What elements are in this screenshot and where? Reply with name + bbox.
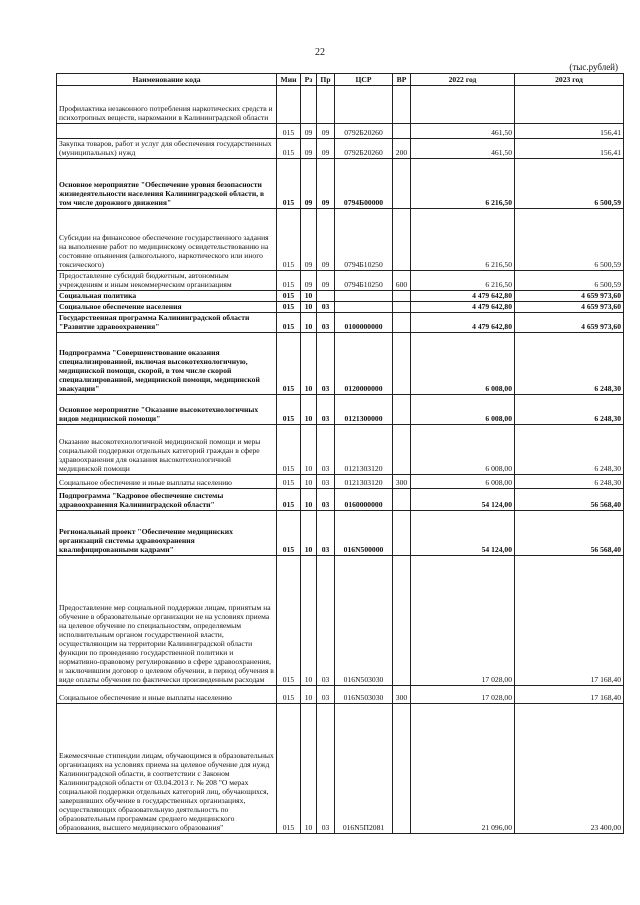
cell-min: 015 bbox=[277, 489, 301, 511]
cell-min: 015 bbox=[277, 271, 301, 291]
cell-2022: 4 479 642,80 bbox=[411, 313, 515, 333]
cell-name: Предоставление мер социальной поддержки лицам, принятым на обучение в образовательные организации не на условиях приема на целевое обучение по специальностям, определяемым исполнительным органом государственной власти, осуществляющим на территории Калининградской области функции по проведению государственной политики и нормативно-правовому регулированию в сфере здравоохранения, и заключившим договор о целевом обучении, в период обучения в виде оплаты обучения по фактически произведенным расходам bbox=[57, 556, 277, 686]
cell-2022: 6 008,00 bbox=[411, 425, 515, 475]
cell-2023: 6 500,59 bbox=[515, 159, 624, 209]
units-label: (тыс.рублей) bbox=[569, 62, 618, 72]
cell-name: Закупка товаров, работ и услуг для обеспечения государственных (муниципальных) нужд bbox=[57, 139, 277, 159]
cell-rz: 10 bbox=[301, 425, 317, 475]
cell-pr: 03 bbox=[317, 333, 335, 395]
cell-rz: 10 bbox=[301, 704, 317, 834]
cell-min: 015 bbox=[277, 313, 301, 333]
cell-2023: 17 168,40 bbox=[515, 556, 624, 686]
cell-rz: 10 bbox=[301, 333, 317, 395]
cell-rz: 10 bbox=[301, 302, 317, 313]
cell-vr bbox=[393, 395, 411, 425]
table-row bbox=[57, 139, 624, 159]
cell-name: Субсидии на финансовое обеспечение государственного задания на выполнение работ по медицинскому освидетельствованию на состояние опьянения (алкогольного, наркотического или иного токсического) bbox=[57, 209, 277, 271]
table-row bbox=[57, 271, 624, 291]
col-header-2022: 2022 год bbox=[411, 74, 515, 86]
cell-rz: 09 bbox=[301, 159, 317, 209]
cell-vr bbox=[393, 704, 411, 834]
cell-pr: 03 bbox=[317, 686, 335, 704]
cell-2022: 6 008,00 bbox=[411, 395, 515, 425]
cell-2022: 6 008,00 bbox=[411, 333, 515, 395]
cell-vr: 600 bbox=[393, 271, 411, 291]
cell-csr: 016N5П2081 bbox=[335, 704, 393, 834]
cell-rz: 09 bbox=[301, 271, 317, 291]
cell-csr: 0100000000 bbox=[335, 313, 393, 333]
cell-name: Социальная политика bbox=[57, 291, 277, 302]
cell-pr bbox=[317, 86, 335, 124]
cell-name: Социальное обеспечение населения bbox=[57, 302, 277, 313]
table-row bbox=[57, 556, 624, 686]
cell-rz bbox=[301, 86, 317, 124]
cell-2022: 6 008,00 bbox=[411, 475, 515, 489]
cell-name: Подпрограмма "Кадровое обеспечение системы здравоохранения Калининградской области" bbox=[57, 489, 277, 511]
cell-2023: 6 248,30 bbox=[515, 333, 624, 395]
cell-name: Социальное обеспечение и иные выплаты населению bbox=[57, 475, 277, 489]
cell-2022: 461,50 bbox=[411, 124, 515, 139]
cell-rz: 10 bbox=[301, 556, 317, 686]
cell-2023: 56 568,40 bbox=[515, 511, 624, 556]
cell-csr: 0121300000 bbox=[335, 395, 393, 425]
col-header-rz: Рз bbox=[301, 74, 317, 86]
cell-min: 015 bbox=[277, 124, 301, 139]
table-row bbox=[57, 425, 624, 475]
cell-csr: 0160000000 bbox=[335, 489, 393, 511]
cell-name bbox=[57, 124, 277, 139]
cell-vr bbox=[393, 291, 411, 302]
cell-2022: 6 216,50 bbox=[411, 271, 515, 291]
budget-table bbox=[56, 73, 624, 834]
table-row bbox=[57, 333, 624, 395]
cell-name: Социальное обеспечение и иные выплаты населению bbox=[57, 686, 277, 704]
cell-csr bbox=[335, 302, 393, 313]
cell-2022: 54 124,00 bbox=[411, 511, 515, 556]
cell-2023: 23 400,00 bbox=[515, 704, 624, 834]
cell-csr: 0794Б00000 bbox=[335, 159, 393, 209]
cell-vr bbox=[393, 425, 411, 475]
col-header-csr: ЦСР bbox=[335, 74, 393, 86]
cell-csr: 0121303120 bbox=[335, 475, 393, 489]
cell-csr: 0794Б10250 bbox=[335, 209, 393, 271]
cell-2023: 6 248,30 bbox=[515, 425, 624, 475]
col-header-pr: Пр bbox=[317, 74, 335, 86]
cell-csr: 0121303120 bbox=[335, 425, 393, 475]
cell-min: 015 bbox=[277, 139, 301, 159]
cell-pr: 03 bbox=[317, 475, 335, 489]
cell-vr bbox=[393, 209, 411, 271]
cell-name: Предоставление субсидий бюджетным, автономным учреждениям и иным некоммерческим организациям bbox=[57, 271, 277, 291]
cell-csr: 0792Б20260 bbox=[335, 139, 393, 159]
table-row bbox=[57, 124, 624, 139]
cell-vr bbox=[393, 159, 411, 209]
cell-rz: 10 bbox=[301, 686, 317, 704]
table-row bbox=[57, 475, 624, 489]
cell-name: Ежемесячные стипендии лицам, обучающимся в образовательных организациях на условиях приема на целевое обучение для нужд Калининградской области, в соответствии с Законом Калининградской области от 03.04.2013 г. № 208 "О мерах социальной поддержки отдельных категорий лиц, обучающихся, завершивших обучение в государственных организациях, осуществляющих образовательную деятельность по образовательным программам среднего медицинского образования, высшего медицинского образования" bbox=[57, 704, 277, 834]
cell-rz: 10 bbox=[301, 395, 317, 425]
cell-2022: 54 124,00 bbox=[411, 489, 515, 511]
cell-vr bbox=[393, 333, 411, 395]
cell-vr: 300 bbox=[393, 686, 411, 704]
cell-rz: 10 bbox=[301, 511, 317, 556]
col-header-name: Наименование кода bbox=[57, 74, 277, 86]
page-number: 22 bbox=[315, 47, 325, 58]
cell-2023 bbox=[515, 86, 624, 124]
cell-2022: 4 479 642,80 bbox=[411, 291, 515, 302]
cell-2023: 6 248,30 bbox=[515, 395, 624, 425]
table-row bbox=[57, 313, 624, 333]
cell-2023: 4 659 973,60 bbox=[515, 313, 624, 333]
cell-pr: 03 bbox=[317, 556, 335, 686]
cell-2022: 21 096,00 bbox=[411, 704, 515, 834]
cell-pr: 03 bbox=[317, 302, 335, 313]
cell-min: 015 bbox=[277, 209, 301, 271]
cell-min: 015 bbox=[277, 159, 301, 209]
table-row bbox=[57, 686, 624, 704]
cell-min: 015 bbox=[277, 333, 301, 395]
cell-2023: 6 500,59 bbox=[515, 209, 624, 271]
cell-rz: 09 bbox=[301, 209, 317, 271]
cell-min: 015 bbox=[277, 686, 301, 704]
table-row bbox=[57, 489, 624, 511]
table-row bbox=[57, 704, 624, 834]
cell-name: Региональный проект "Обеспечение медицинских организаций системы здравоохранения квалифицированными кадрами" bbox=[57, 511, 277, 556]
table-row bbox=[57, 291, 624, 302]
cell-2023: 156,41 bbox=[515, 124, 624, 139]
cell-vr bbox=[393, 556, 411, 686]
cell-vr bbox=[393, 511, 411, 556]
cell-name: Государственная программа Калининградской области "Развитие здравоохранения" bbox=[57, 313, 277, 333]
cell-rz: 09 bbox=[301, 124, 317, 139]
cell-rz: 09 bbox=[301, 139, 317, 159]
cell-2023: 4 659 973,60 bbox=[515, 291, 624, 302]
table-row bbox=[57, 86, 624, 124]
cell-pr: 03 bbox=[317, 489, 335, 511]
cell-min: 015 bbox=[277, 511, 301, 556]
cell-csr: 016N503030 bbox=[335, 556, 393, 686]
cell-vr: 200 bbox=[393, 139, 411, 159]
col-header-vr: ВР bbox=[393, 74, 411, 86]
table-row bbox=[57, 209, 624, 271]
cell-min: 015 bbox=[277, 475, 301, 489]
cell-vr bbox=[393, 86, 411, 124]
cell-2023: 4 659 973,60 bbox=[515, 302, 624, 313]
cell-pr bbox=[317, 291, 335, 302]
cell-name: Профилактика незаконного потребления наркотических средств и психотропных веществ, наркомании в Калининградской области bbox=[57, 86, 277, 124]
table-body bbox=[57, 86, 624, 834]
cell-name: Основное мероприятие "Обеспечение уровня безопасности жизнедеятельности населения Калининградской области, в том числе дорожного движения" bbox=[57, 159, 277, 209]
cell-pr: 03 bbox=[317, 704, 335, 834]
cell-2023: 6 500,59 bbox=[515, 271, 624, 291]
table-header-row bbox=[57, 74, 624, 86]
cell-name: Подпрограмма "Совершенствование оказания специализированной, включая высокотехнологичную, медицинской помощи, скорой, в том числе скорой специализированной, медицинской помощи, медицинской эвакуации" bbox=[57, 333, 277, 395]
cell-rz: 10 bbox=[301, 489, 317, 511]
col-header-min: Мин bbox=[277, 74, 301, 86]
cell-csr: 0120000000 bbox=[335, 333, 393, 395]
cell-2022 bbox=[411, 86, 515, 124]
cell-csr: 0792Б20260 bbox=[335, 124, 393, 139]
cell-rz: 10 bbox=[301, 313, 317, 333]
cell-rz: 10 bbox=[301, 475, 317, 489]
cell-csr: 016N500000 bbox=[335, 511, 393, 556]
cell-csr: 0794Б10250 bbox=[335, 271, 393, 291]
cell-pr: 09 bbox=[317, 209, 335, 271]
cell-2022: 6 216,50 bbox=[411, 209, 515, 271]
cell-2023: 17 168,40 bbox=[515, 686, 624, 704]
cell-min: 015 bbox=[277, 291, 301, 302]
cell-min: 015 bbox=[277, 302, 301, 313]
cell-2022: 17 028,00 bbox=[411, 556, 515, 686]
cell-vr: 300 bbox=[393, 475, 411, 489]
cell-pr: 09 bbox=[317, 124, 335, 139]
cell-name: Основное мероприятие "Оказание высокотехнологичных видов медицинской помощи" bbox=[57, 395, 277, 425]
col-header-2023: 2023 год bbox=[515, 74, 624, 86]
cell-csr: 016N503030 bbox=[335, 686, 393, 704]
cell-min: 015 bbox=[277, 425, 301, 475]
cell-pr: 03 bbox=[317, 511, 335, 556]
cell-2022: 4 479 642,80 bbox=[411, 302, 515, 313]
cell-vr bbox=[393, 313, 411, 333]
cell-name: Оказание высокотехнологичной медицинской помощи и меры социальной поддержки отдельных категорий граждан в сфере здравоохранения для оказания высокотехнологичной медицинской помощи bbox=[57, 425, 277, 475]
cell-vr bbox=[393, 302, 411, 313]
table-row bbox=[57, 395, 624, 425]
cell-pr: 09 bbox=[317, 159, 335, 209]
cell-csr bbox=[335, 86, 393, 124]
cell-min: 015 bbox=[277, 395, 301, 425]
cell-pr: 09 bbox=[317, 271, 335, 291]
cell-2023: 156,41 bbox=[515, 139, 624, 159]
cell-min: 015 bbox=[277, 556, 301, 686]
cell-rz: 10 bbox=[301, 291, 317, 302]
cell-pr: 03 bbox=[317, 313, 335, 333]
cell-min: 015 bbox=[277, 704, 301, 834]
cell-vr bbox=[393, 124, 411, 139]
table-row bbox=[57, 511, 624, 556]
cell-pr: 09 bbox=[317, 139, 335, 159]
table-row bbox=[57, 159, 624, 209]
cell-pr: 03 bbox=[317, 425, 335, 475]
cell-vr bbox=[393, 489, 411, 511]
cell-2022: 6 216,50 bbox=[411, 159, 515, 209]
cell-2023: 6 248,30 bbox=[515, 475, 624, 489]
cell-2022: 17 028,00 bbox=[411, 686, 515, 704]
cell-2022: 461,50 bbox=[411, 139, 515, 159]
cell-pr: 03 bbox=[317, 395, 335, 425]
cell-2023: 56 568,40 bbox=[515, 489, 624, 511]
cell-csr bbox=[335, 291, 393, 302]
cell-min bbox=[277, 86, 301, 124]
table-row bbox=[57, 302, 624, 313]
